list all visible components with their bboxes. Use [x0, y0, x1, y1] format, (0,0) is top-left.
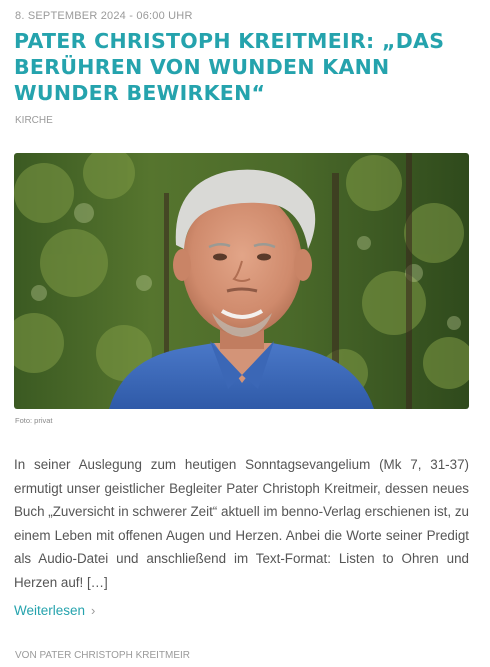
chevron-right-icon: ›: [91, 603, 96, 618]
read-more-link[interactable]: [14, 603, 95, 618]
read-more-label: Weiterlesen: [14, 603, 86, 618]
post-image[interactable]: [14, 153, 469, 409]
category-link[interactable]: KIRCHE: [15, 115, 53, 126]
post-title[interactable]: PATER CHRISTOPH KREITMEIR: „DAS BERÜHREN VON WUNDEN KANN WUNDER BEWIRKEN“: [14, 29, 445, 105]
portrait-photo: [14, 153, 469, 409]
post-author: VON PATER CHRISTOPH KREITMEIR: [15, 650, 191, 661]
post-excerpt: In seiner Auslegung zum heutigen Sonntagsevangelium (Mk 7, 31-37) ermutigt unser geistlicher Begleiter Pater Christoph Kreitmeir, dessen neues Buch „Zuversicht in schwerer Zeit“ aktuell im benno-Verlag erschienen ist, zu einem Leben mit offenen Augen und Herzen. Anbei die Worte seiner Predigt als Audio-Datei und anschließend im Text-Format: Listen to Ohren und Herzen auf! […]: [14, 457, 469, 590]
post-date: 8. SEPTEMBER 2024 - 06:00 UHR: [15, 10, 193, 22]
photo-credit: Foto: privat: [15, 416, 53, 425]
